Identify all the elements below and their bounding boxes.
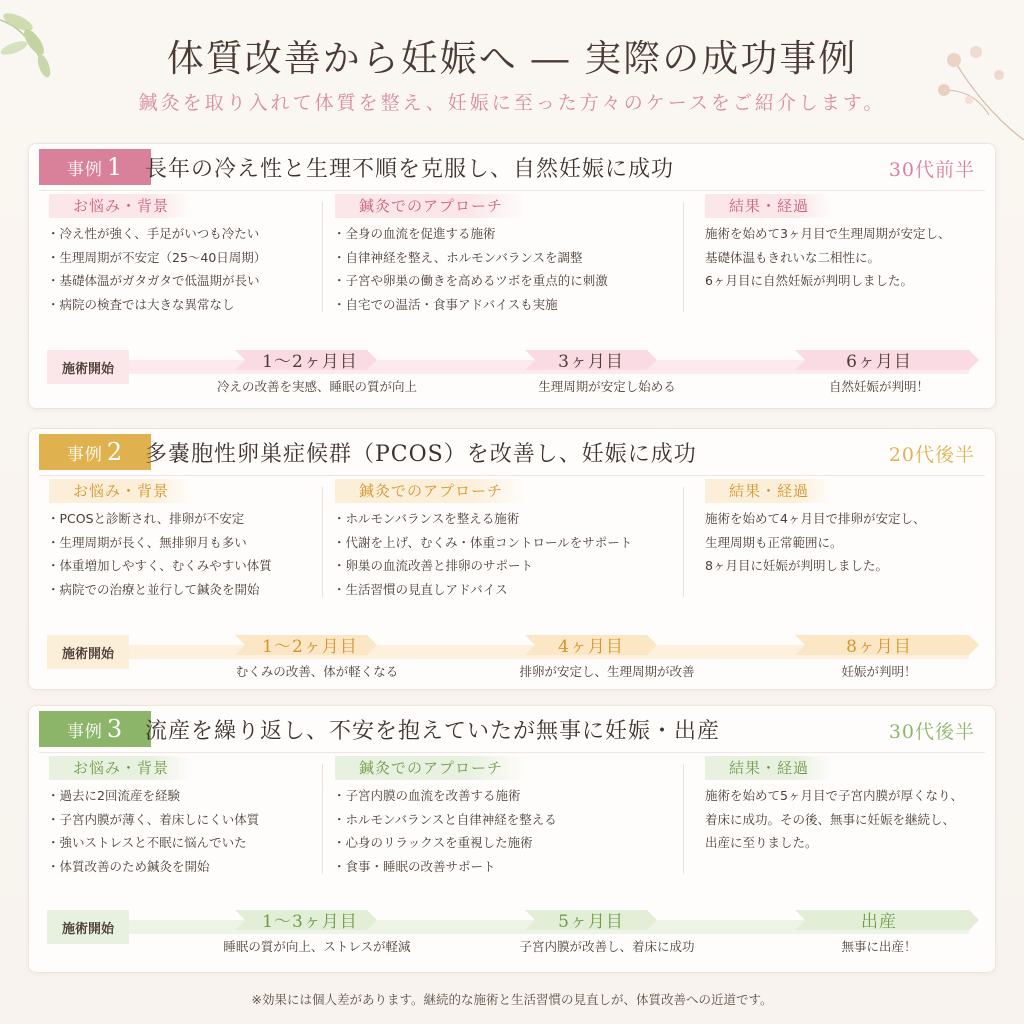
case-badge-label: 事例: [66, 721, 103, 742]
timeline: [47, 631, 977, 691]
worry-item: ・病院での治療と並行して鍼灸を開始: [47, 581, 260, 597]
case-age: 20代後半: [888, 444, 975, 466]
approach-item: ・子宮や卵巣の働きを高めるツボを重点的に刺激: [333, 273, 608, 288]
worries-heading: お悩み・背景: [49, 194, 193, 218]
approach-item: ・生活習慣の見直しアドバイス: [333, 581, 508, 597]
timeline-milestone-desc: むくみの改善、体が軽くなる: [235, 664, 399, 679]
timeline-start: 施術開始: [61, 921, 114, 937]
column-divider: [683, 764, 684, 874]
case-badge: [39, 434, 151, 470]
result-heading: 結果・経過: [705, 479, 833, 503]
worries-heading: お悩み・背景: [49, 479, 193, 503]
case-title: 長年の冷え性と生理不順を克服し、自然妊娠に成功: [145, 157, 675, 182]
timeline-milestone: 出産: [861, 912, 897, 932]
timeline-milestone: 6ヶ月目: [846, 352, 912, 372]
approach-item: ・ホルモンバランスを整える施術: [333, 511, 520, 526]
worry-item: ・病院の検査では大きな異常なし: [47, 296, 235, 312]
result-column: [689, 756, 989, 855]
result-column: [689, 479, 989, 578]
column-divider: [683, 202, 684, 312]
timeline-milestone-desc: 妊娠が判明！: [841, 664, 917, 679]
case-card-2: [28, 428, 996, 690]
page-subtitle: 鍼灸を取り入れて体質を整え、妊娠に至った方々のケースをご紹介します。: [138, 92, 886, 114]
worry-item: ・体重増加しやすく、むくみやすい体質: [47, 558, 272, 573]
approach-column: [319, 194, 679, 316]
case-badge: [39, 711, 151, 747]
column-divider: [683, 487, 684, 597]
timeline-milestone: 1〜2ヶ月目: [262, 352, 358, 372]
worry-item: ・冷え性が強く、手足がいつも冷たい: [47, 226, 260, 241]
approach-column: [319, 479, 679, 601]
timeline-milestone-desc: 自然妊娠が判明！: [828, 379, 929, 394]
worry-item: ・基礎体温がガタガタで低温期が長い: [47, 273, 260, 288]
timeline-milestone: 1〜3ヶ月目: [262, 912, 358, 932]
worry-item: ・過去に2回流産を経験: [47, 788, 180, 803]
page-title: 体質改善から妊娠へ ― 実際の成功事例: [166, 37, 858, 80]
approach-heading: 鍼灸でのアプローチ: [335, 756, 527, 780]
timeline-milestone: 3ヶ月目: [558, 352, 624, 372]
worries-column: [33, 479, 323, 601]
approach-item: ・食事・睡眠の改善サポート: [333, 858, 496, 874]
timeline-milestone-desc: 子宮内膜が改善し、着床に成功: [519, 939, 695, 954]
case-age: 30代後半: [888, 721, 975, 743]
timeline-milestone-desc: 排卵が安定し、生理周期が改善: [519, 664, 695, 679]
approach-item: ・全身の血流を促進する施術: [333, 226, 496, 241]
timeline-start: 施術開始: [61, 361, 114, 377]
case-title: 流産を繰り返し、不安を抱えていたが無事に妊娠・出産: [145, 719, 721, 744]
approach-heading: 鍼灸でのアプローチ: [335, 479, 527, 503]
approach-heading: 鍼灸でのアプローチ: [335, 194, 527, 218]
divider: [39, 190, 985, 191]
result-text: 施術を始めて3ヶ月目で生理周期が安定し、 基礎体温もきれいな二相性に。 6ヶ月目に自然妊娠が判明しました。: [705, 226, 951, 288]
case-title: 多嚢胞性卵巣症候群（PCOS）を改善し、妊娠に成功: [145, 442, 697, 467]
case-age: 30代前半: [888, 159, 975, 181]
worries-column: [33, 756, 323, 878]
approach-item: ・心身のリラックスを重視した施術: [333, 835, 533, 850]
case-badge-number: 3: [106, 715, 124, 743]
timeline: [47, 906, 977, 966]
divider: [39, 475, 985, 476]
worry-item: ・生理周期が長く、無排卵月も多い: [47, 534, 247, 550]
timeline-milestone-desc: 無事に出産！: [841, 939, 917, 954]
timeline-milestone-desc: 冷えの改善を実感、睡眠の質が向上: [216, 379, 417, 394]
case-badge-number: 2: [106, 438, 124, 466]
timeline-milestone: 8ヶ月目: [846, 637, 912, 657]
timeline-milestone-desc: 睡眠の質が向上、ストレスが軽減: [223, 939, 411, 954]
timeline-milestone: 1〜2ヶ月目: [262, 637, 358, 657]
worry-item: ・子宮内膜が薄く、着床しにくい体質: [47, 811, 260, 827]
timeline-milestone: 4ヶ月目: [558, 637, 624, 657]
timeline: [47, 346, 977, 406]
worry-item: ・PCOSと診断され、排卵が不安定: [47, 511, 245, 526]
case-badge: [39, 149, 151, 185]
approach-column: [319, 756, 679, 878]
worry-item: ・体質改善のため鍼灸を開始: [47, 858, 210, 874]
worries-column: [33, 194, 323, 316]
approach-item: ・自律神経を整え、ホルモンバランスを調整: [333, 249, 583, 265]
case-card-3: [28, 705, 996, 973]
worry-item: ・強いストレスと不眠に悩んでいた: [47, 835, 247, 850]
approach-item: ・代謝を上げ、むくみ・体重コントロールをサポート: [333, 534, 633, 550]
result-heading: 結果・経過: [705, 756, 833, 780]
footnote: ※効果には個人差があります。継続的な施術と生活習慣の見直しが、体質改善への近道です。: [251, 992, 773, 1007]
timeline-start: 施術開始: [61, 646, 114, 662]
approach-item: ・ホルモンバランスと自律神経を整える: [333, 811, 557, 827]
timeline-milestone-desc: 生理周期が安定し始める: [538, 379, 676, 394]
case-badge-label: 事例: [66, 444, 103, 465]
approach-item: ・自宅での温活・食事アドバイスも実施: [333, 296, 558, 312]
worry-item: ・生理周期が不安定（25〜40日周期）: [47, 249, 267, 265]
case-badge-number: 1: [106, 153, 124, 181]
approach-item: ・子宮内膜の血流を改善する施術: [333, 788, 521, 803]
result-heading: 結果・経過: [705, 194, 833, 218]
timeline-milestone: 5ヶ月目: [558, 912, 624, 932]
result-text: 施術を始めて5ヶ月目で子宮内膜が厚くなり、 着床に成功。その後、無事に妊娠を継続し、 出産に至りました。: [705, 788, 963, 850]
case-card-1: [28, 143, 996, 409]
divider: [39, 752, 985, 753]
result-column: [689, 194, 989, 293]
worries-heading: お悩み・背景: [49, 756, 193, 780]
result-text: 施術を始めて4ヶ月目で排卵が安定し、 生理周期も正常範囲に。 8ヶ月目に妊娠が判明しました。: [705, 511, 926, 573]
case-badge-label: 事例: [66, 159, 103, 180]
approach-item: ・卵巣の血流改善と排卵のサポート: [333, 558, 534, 573]
